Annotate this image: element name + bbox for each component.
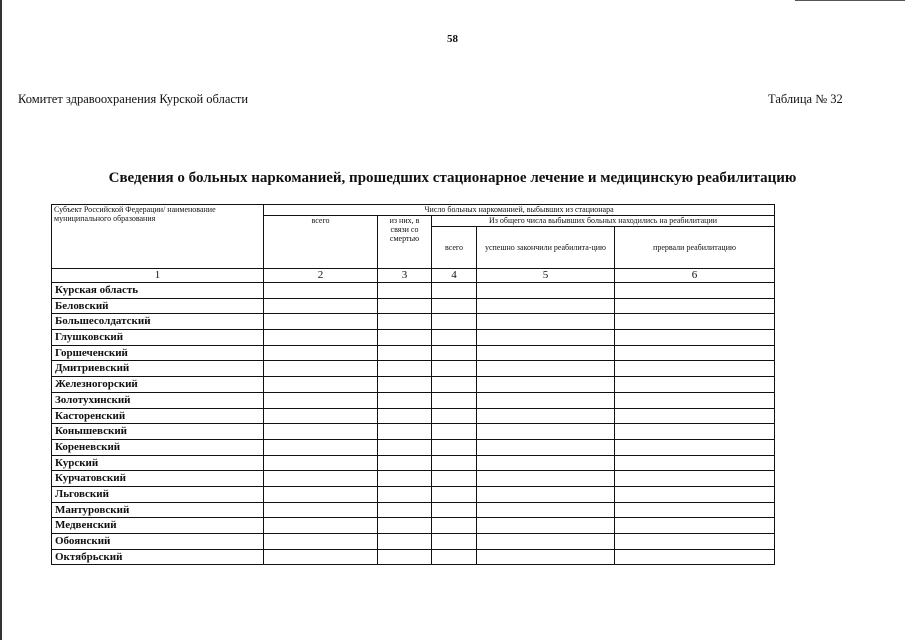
col-header-discharged: Число больных наркоманией, выбывших из стационара — [264, 205, 775, 216]
table-row — [52, 471, 775, 487]
table-cell — [432, 314, 477, 330]
table-cell — [477, 534, 615, 550]
table-cell — [378, 518, 432, 534]
table-cell — [615, 314, 775, 330]
table-cell — [264, 298, 378, 314]
table-cell — [477, 471, 615, 487]
table-cell — [264, 345, 378, 361]
table-cell — [432, 424, 477, 440]
table-cell — [432, 361, 477, 377]
table-cell — [432, 408, 477, 424]
table-cell — [264, 471, 378, 487]
table-cell — [264, 361, 378, 377]
table-cell — [378, 361, 432, 377]
row-label: Глушковский — [52, 330, 264, 346]
table-cell — [264, 377, 378, 393]
row-label: Большесолдатский — [52, 314, 264, 330]
row-label: Медвенский — [52, 518, 264, 534]
col-header-subject: Субъект Российской Федерации/ наименование муниципального образования — [52, 205, 264, 269]
statistics-table — [51, 204, 775, 565]
table-cell — [378, 502, 432, 518]
table-cell — [615, 471, 775, 487]
table-row — [52, 314, 775, 330]
row-label: Беловский — [52, 298, 264, 314]
row-label: Дмитриевский — [52, 361, 264, 377]
table-row — [52, 439, 775, 455]
table-cell — [477, 377, 615, 393]
table-row — [52, 298, 775, 314]
table-row — [52, 455, 775, 471]
table-row — [52, 502, 775, 518]
column-number: 3 — [378, 269, 432, 283]
table-cell — [615, 502, 775, 518]
row-label: Курчатовский — [52, 471, 264, 487]
table-cell — [378, 549, 432, 565]
row-label: Касторенский — [52, 408, 264, 424]
col-header-total: всего — [264, 216, 378, 269]
table-cell — [615, 361, 775, 377]
table-cell — [432, 377, 477, 393]
row-label: Октябрьский — [52, 549, 264, 565]
scan-edge-top — [795, 0, 905, 1]
table-cell — [378, 298, 432, 314]
column-number: 4 — [432, 269, 477, 283]
column-number-row — [52, 269, 775, 283]
table-cell — [432, 471, 477, 487]
table-cell — [264, 283, 378, 299]
table-row — [52, 549, 775, 565]
table-cell — [264, 330, 378, 346]
table-row — [52, 361, 775, 377]
column-number: 2 — [264, 269, 378, 283]
table-cell — [615, 330, 775, 346]
table-cell — [477, 486, 615, 502]
table-cell — [615, 534, 775, 550]
organization-name: Комитет здравоохранения Курской области — [18, 92, 249, 106]
row-label: Конышевский — [52, 424, 264, 440]
table-cell — [432, 392, 477, 408]
table-cell — [378, 377, 432, 393]
table-cell — [432, 439, 477, 455]
table-cell — [477, 330, 615, 346]
column-number: 6 — [615, 269, 775, 283]
table-cell — [378, 392, 432, 408]
col-header-deaths: из них, в связи со смертью — [378, 216, 432, 269]
table-cell — [615, 392, 775, 408]
table-cell — [378, 486, 432, 502]
table-cell — [378, 471, 432, 487]
table-cell — [264, 534, 378, 550]
table-cell — [264, 455, 378, 471]
table-body — [52, 283, 775, 565]
table-cell — [264, 424, 378, 440]
row-label: Льговский — [52, 486, 264, 502]
table-cell — [378, 424, 432, 440]
table-cell — [432, 534, 477, 550]
table-cell — [615, 424, 775, 440]
table-cell — [477, 518, 615, 534]
table-cell — [615, 345, 775, 361]
table-cell — [378, 439, 432, 455]
table-cell — [432, 549, 477, 565]
table-cell — [477, 314, 615, 330]
column-number: 1 — [52, 269, 264, 283]
table-cell — [264, 439, 378, 455]
row-label: Горшеченский — [52, 345, 264, 361]
table-cell — [615, 283, 775, 299]
table-cell — [477, 455, 615, 471]
table-cell — [378, 455, 432, 471]
table-cell — [615, 518, 775, 534]
table-cell — [432, 486, 477, 502]
table-cell — [477, 283, 615, 299]
table-cell — [432, 283, 477, 299]
column-number: 5 — [477, 269, 615, 283]
table-row — [52, 486, 775, 502]
table-row — [52, 534, 775, 550]
col-header-rehab-interrupted: прервали реабилитацию — [615, 227, 775, 269]
table-row — [52, 518, 775, 534]
row-label: Железногорский — [52, 377, 264, 393]
table-number: Таблица № 32 — [768, 92, 843, 106]
table-row — [52, 392, 775, 408]
table-cell — [477, 392, 615, 408]
table-cell — [615, 298, 775, 314]
table-row — [52, 377, 775, 393]
table-cell — [432, 518, 477, 534]
table-cell — [615, 439, 775, 455]
row-label: Курский — [52, 455, 264, 471]
table-cell — [477, 424, 615, 440]
table-cell — [378, 283, 432, 299]
table-cell — [264, 314, 378, 330]
table-cell — [477, 439, 615, 455]
table-cell — [432, 345, 477, 361]
table-row — [52, 283, 775, 299]
col-header-rehab-group: Из общего числа выбывших больных находились на реабилитации — [432, 216, 775, 227]
table-cell — [615, 377, 775, 393]
row-label: Кореневский — [52, 439, 264, 455]
table-cell — [615, 486, 775, 502]
table-cell — [432, 330, 477, 346]
table-cell — [264, 392, 378, 408]
table-cell — [477, 345, 615, 361]
row-label: Обоянский — [52, 534, 264, 550]
table-row — [52, 345, 775, 361]
page-number: 58 — [447, 33, 458, 45]
table-cell — [477, 549, 615, 565]
table-row — [52, 424, 775, 440]
table-cell — [432, 502, 477, 518]
row-label: Золотухинский — [52, 392, 264, 408]
document-title: Сведения о больных наркоманией, прошедших стационарное лечение и медицинскую реабилитацию — [108, 170, 797, 186]
table-cell — [378, 408, 432, 424]
row-label: Мантуровский — [52, 502, 264, 518]
table-cell — [615, 455, 775, 471]
col-header-rehab-total: всего — [432, 227, 477, 269]
table-cell — [432, 298, 477, 314]
table-cell — [615, 549, 775, 565]
table-cell — [264, 408, 378, 424]
header-row — [52, 205, 775, 216]
table-cell — [378, 330, 432, 346]
table-cell — [615, 408, 775, 424]
table-cell — [264, 518, 378, 534]
table-cell — [264, 549, 378, 565]
table-cell — [264, 486, 378, 502]
table-cell — [477, 408, 615, 424]
table-cell — [432, 455, 477, 471]
table-cell — [378, 534, 432, 550]
table-cell — [378, 345, 432, 361]
table-cell — [378, 314, 432, 330]
scan-edge-left — [0, 0, 2, 640]
table-cell — [264, 502, 378, 518]
row-label: Курская область — [52, 283, 264, 299]
table-cell — [477, 361, 615, 377]
table-cell — [477, 502, 615, 518]
table-row — [52, 408, 775, 424]
col-header-rehab-completed: успешно закончили реабилита-цию — [477, 227, 615, 269]
table-cell — [477, 298, 615, 314]
table-row — [52, 330, 775, 346]
